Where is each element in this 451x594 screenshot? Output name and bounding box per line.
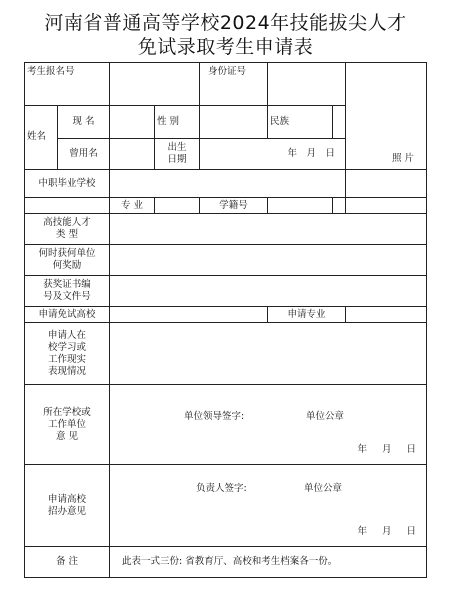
label-applied-college: 申请免试高校 bbox=[25, 307, 110, 323]
label-award-when: 何时获何单位 何奖励 bbox=[25, 245, 110, 276]
field-student-id-extra[interactable] bbox=[346, 198, 427, 214]
label-id-number: 身份证号 bbox=[200, 63, 268, 106]
field-student-id-gap bbox=[333, 198, 346, 214]
label-student-id: 学籍号 bbox=[200, 198, 268, 214]
field-unit-opinion[interactable] bbox=[110, 385, 427, 465]
field-performance[interactable] bbox=[110, 323, 427, 385]
field-talent-type[interactable] bbox=[110, 214, 427, 245]
unit-seal-label-2: 单位公章 bbox=[304, 483, 343, 494]
unit-seal-label: 单位公章 bbox=[306, 411, 345, 422]
label-college-opinion: 申请高校 招办意见 bbox=[25, 465, 110, 547]
college-opinion-date: 年 月 日 bbox=[357, 526, 423, 537]
field-certificate[interactable] bbox=[110, 276, 427, 307]
field-current-name[interactable] bbox=[110, 106, 155, 139]
label-performance: 申请人在 校学习或 工作现实 表现情况 bbox=[25, 323, 110, 385]
field-former-name[interactable] bbox=[110, 139, 155, 170]
field-remarks: 此表一式三份: 省教育厅、高校和考生档案各一份。 bbox=[110, 547, 427, 578]
responsible-sign-label: 负责人签字: bbox=[196, 483, 247, 494]
form-title-line-2: 免试录取考生申请表 bbox=[137, 36, 314, 58]
application-form-table bbox=[24, 62, 427, 578]
label-remarks: 备 注 bbox=[25, 547, 110, 578]
field-applied-major[interactable] bbox=[346, 307, 427, 323]
field-exam-no[interactable] bbox=[110, 63, 200, 106]
label-gender: 性 别 bbox=[155, 106, 200, 139]
label-talent-type: 高技能人才 类 型 bbox=[25, 214, 110, 245]
label-applied-major: 申请专业 bbox=[268, 307, 346, 323]
label-major: 专 业 bbox=[110, 198, 155, 214]
field-blank bbox=[25, 198, 110, 214]
label-unit-opinion: 所在学校或 工作单位 意 见 bbox=[25, 385, 110, 465]
field-award-when[interactable] bbox=[110, 245, 427, 276]
field-gender[interactable] bbox=[200, 106, 268, 139]
label-birth-date: 出生 日期 bbox=[155, 139, 200, 170]
photo-box[interactable]: 照 片 bbox=[346, 63, 427, 170]
field-student-id[interactable] bbox=[268, 198, 333, 214]
unit-opinion-date: 年 月 日 bbox=[357, 444, 423, 455]
label-ethnicity: 民族 bbox=[268, 106, 333, 139]
unit-leader-sign-label: 单位领导签字: bbox=[184, 411, 245, 422]
label-vocational-school: 中职毕业学校 bbox=[25, 170, 110, 198]
form-title-line-1: 河南省普通高等学校2024年技能拔尖人才 bbox=[44, 12, 407, 34]
field-applied-college[interactable] bbox=[110, 307, 268, 323]
label-current-name: 现 名 bbox=[58, 106, 110, 139]
label-exam-no: 考生报名号 bbox=[25, 63, 110, 106]
field-vocational-school[interactable] bbox=[110, 170, 346, 198]
field-id-number[interactable] bbox=[268, 63, 346, 106]
label-certificate: 获奖证书编 号及文件号 bbox=[25, 276, 110, 307]
field-vocational-school-extra[interactable] bbox=[346, 170, 427, 198]
field-college-opinion[interactable] bbox=[110, 465, 427, 547]
label-name: 姓名 bbox=[25, 106, 58, 170]
field-major[interactable] bbox=[155, 198, 200, 214]
field-ethnicity[interactable] bbox=[333, 106, 346, 139]
field-birth-date[interactable]: 年 月 日 bbox=[200, 139, 346, 170]
label-former-name: 曾用名 bbox=[58, 139, 110, 170]
